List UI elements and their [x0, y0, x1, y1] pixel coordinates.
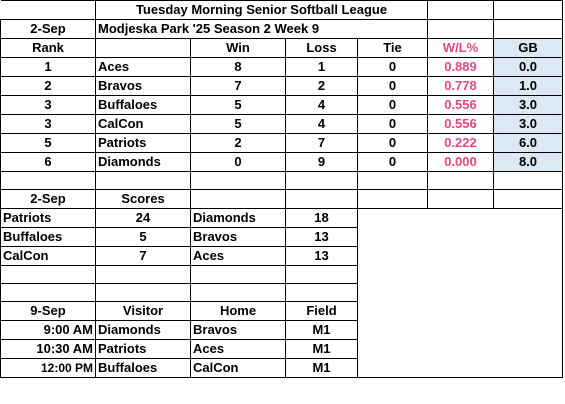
score-value2: 18 — [286, 209, 358, 228]
visitor-team: Diamonds — [96, 321, 191, 340]
score-team2: Bravos — [191, 228, 286, 247]
visitor-team: Buffaloes — [96, 359, 191, 378]
scores-date: 2-Sep — [1, 190, 96, 209]
title-row — [1, 1, 563, 20]
rank-cell: 3 — [1, 115, 96, 134]
schedule-header-row — [1, 302, 563, 321]
game-time: 9:00 AM — [1, 321, 96, 340]
home-team: Aces — [191, 340, 286, 359]
loss-cell: 1 — [286, 58, 358, 77]
scores-header: Scores — [96, 190, 191, 209]
win-cell: 2 — [191, 134, 286, 153]
tie-cell: 0 — [358, 115, 428, 134]
score-value2: 13 — [286, 228, 358, 247]
gb-cell: 0.0 — [494, 58, 563, 77]
gb-cell: 1.0 — [494, 77, 563, 96]
tie-cell: 0 — [358, 58, 428, 77]
rank-cell: 2 — [1, 77, 96, 96]
standings-row — [1, 134, 563, 153]
loss-header: Loss — [286, 39, 358, 58]
win-cell: 8 — [191, 58, 286, 77]
home-team: Bravos — [191, 321, 286, 340]
win-cell: 7 — [191, 77, 286, 96]
team-cell: Buffaloes — [96, 96, 191, 115]
league-title: Tuesday Morning Senior Softball League — [96, 1, 428, 20]
wl-cell: 0.556 — [428, 96, 494, 115]
tie-cell: 0 — [358, 77, 428, 96]
gb-header: GB — [494, 39, 563, 58]
win-cell: 5 — [191, 96, 286, 115]
schedule-row — [1, 359, 563, 378]
visitor-team: Patriots — [96, 340, 191, 359]
game-time: 10:30 AM — [1, 340, 96, 359]
loss-cell: 7 — [286, 134, 358, 153]
subheader-row — [1, 20, 563, 39]
score-row — [1, 228, 563, 247]
standings-header-row — [1, 39, 563, 58]
team-cell: Aces — [96, 58, 191, 77]
gb-cell: 3.0 — [494, 96, 563, 115]
gb-cell: 3.0 — [494, 115, 563, 134]
team-cell: Diamonds — [96, 153, 191, 172]
field-header: Field — [286, 302, 358, 321]
season-location: Modjeska Park '25 Season 2 Week 9 — [96, 20, 428, 39]
rank-cell: 3 — [1, 96, 96, 115]
schedule-date: 9-Sep — [1, 302, 96, 321]
score-team2: Aces — [191, 247, 286, 266]
score-team2: Diamonds — [191, 209, 286, 228]
standings-row — [1, 115, 563, 134]
wl-cell: 0.000 — [428, 153, 494, 172]
score-team1: CalCon — [1, 247, 96, 266]
gb-cell: 6.0 — [494, 134, 563, 153]
tie-cell: 0 — [358, 134, 428, 153]
rank-cell: 5 — [1, 134, 96, 153]
tie-cell: 0 — [358, 96, 428, 115]
score-value1: 7 — [96, 247, 191, 266]
home-header: Home — [191, 302, 286, 321]
wl-cell: 0.889 — [428, 58, 494, 77]
rank-header: Rank — [1, 39, 96, 58]
game-time: 12:00 PM — [1, 359, 96, 378]
rank-cell: 1 — [1, 58, 96, 77]
tie-header: Tie — [358, 39, 428, 58]
loss-cell: 9 — [286, 153, 358, 172]
wl-header: W/L% — [428, 39, 494, 58]
field-cell: M1 — [286, 340, 358, 359]
team-cell: Bravos — [96, 77, 191, 96]
score-team1: Patriots — [1, 209, 96, 228]
win-cell: 5 — [191, 115, 286, 134]
loss-cell: 4 — [286, 115, 358, 134]
score-value1: 24 — [96, 209, 191, 228]
score-team1: Buffaloes — [1, 228, 96, 247]
standings-row — [1, 153, 563, 172]
tie-cell: 0 — [358, 153, 428, 172]
schedule-row — [1, 340, 563, 359]
field-cell: M1 — [286, 359, 358, 378]
standings-date: 2-Sep — [1, 20, 96, 39]
win-cell: 0 — [191, 153, 286, 172]
standings-row — [1, 96, 563, 115]
loss-cell: 4 — [286, 96, 358, 115]
visitor-header: Visitor — [96, 302, 191, 321]
gb-cell: 8.0 — [494, 153, 563, 172]
standings-row — [1, 77, 563, 96]
wl-cell: 0.556 — [428, 115, 494, 134]
win-header: Win — [191, 39, 286, 58]
wl-cell: 0.778 — [428, 77, 494, 96]
score-value2: 13 — [286, 247, 358, 266]
home-team: CalCon — [191, 359, 286, 378]
spacer-row — [1, 266, 563, 284]
rank-cell: 6 — [1, 153, 96, 172]
field-cell: M1 — [286, 321, 358, 340]
standings-row — [1, 58, 563, 77]
score-value1: 5 — [96, 228, 191, 247]
scores-header-row — [1, 190, 563, 209]
schedule-row — [1, 321, 563, 340]
score-row — [1, 209, 563, 228]
loss-cell: 2 — [286, 77, 358, 96]
wl-cell: 0.222 — [428, 134, 494, 153]
spacer-row — [1, 284, 563, 302]
team-cell: Patriots — [96, 134, 191, 153]
team-cell: CalCon — [96, 115, 191, 134]
score-row — [1, 247, 563, 266]
spacer-row — [1, 172, 563, 190]
